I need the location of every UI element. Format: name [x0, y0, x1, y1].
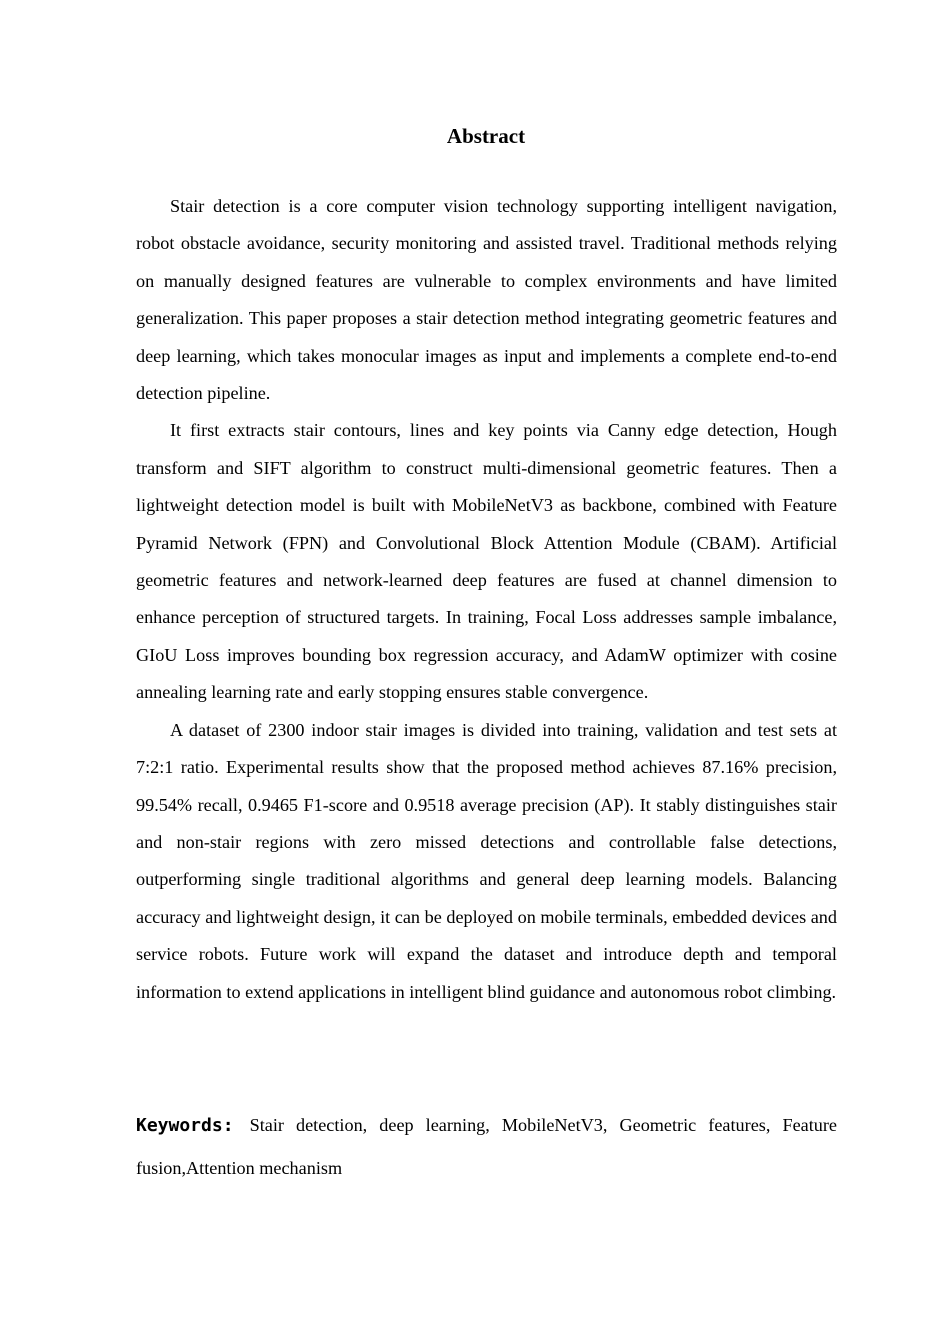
abstract-paragraph-1: Stair detection is a core computer vision technology supporting intelligent navigation, robot obstacle avoidance, security monitoring and assisted travel. Traditional methods relying on manually designed features are vulnerable to complex environments and have limited generalization. This paper proposes a stair detection method integrating geometric features and deep learning, which takes monocular images as input and implements a complete end-to-end detection pipeline.: [136, 196, 837, 404]
abstract-paragraph-3: A dataset of 2300 indoor stair images is divided into training, validation and test sets at 7:2:1 ratio. Experimental results show that the proposed method achieves 87.16% precision, 99.54% recall, 0.9465 F1-score and 0.9518 average precision (AP). It stably distinguishes stair and non-stair regions with zero missed detections and controllable false detections, outperforming single traditional algorithms and general deep learning models. Balancing accuracy and lightweight design, it can be deployed on mobile terminals, embedded devices and service robots. Future work will expand the dataset and introduce depth and temporal information to extend applications in intelligent blind guidance and autonomous robot climbing.: [136, 719, 837, 1002]
keywords-label: Keywords:: [136, 1115, 234, 1136]
keywords-text: Stair detection, deep learning, MobileNetV3, Geometric features, Feature fusion,Attention mechanism: [136, 1115, 837, 1178]
abstract-paragraph-2: It first extracts stair contours, lines and key points via Canny edge detection, Hough transform and SIFT algorithm to construct multi-dimensional geometric features. Then a lightweight detection model is built with MobileNetV3 as backbone, combined with Feature Pyramid Network (FPN) and Convolutional Block Attention Module (CBAM). Artificial geometric features and network-learned deep features are fused at channel dimension to enhance perception of structured targets. In training, Focal Loss addresses sample imbalance, GIoU Loss improves bounding box regression accuracy, and AdamW optimizer with cosine annealing learning rate and early stopping ensures stable convergence.: [136, 420, 837, 703]
keywords-line: [136, 1104, 837, 1190]
abstract-body: [136, 188, 837, 1011]
abstract-title: Abstract: [446, 124, 526, 148]
